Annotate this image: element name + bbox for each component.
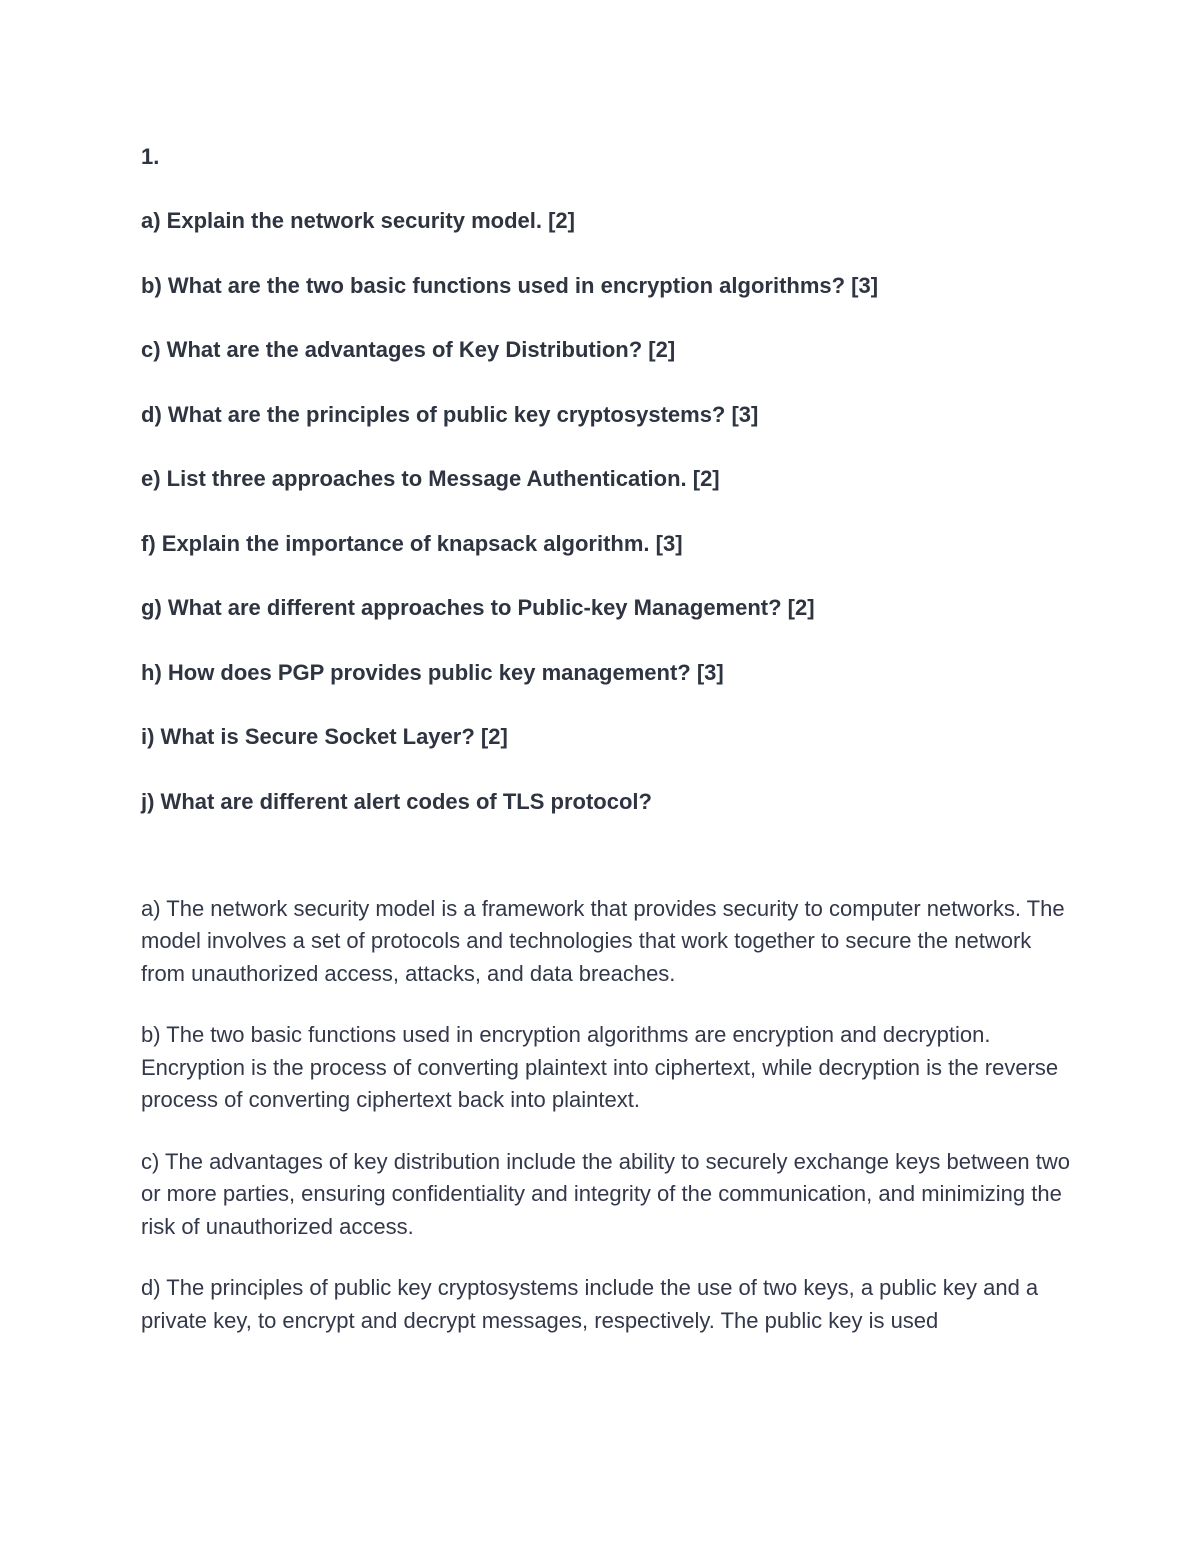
question-i: i) What is Secure Socket Layer? [2] [141, 724, 508, 749]
answer-d: d) The principles of public key cryptosystems include the use of two keys, a public key and a private key, to encrypt and decrypt messages, respectively. The public key is used [141, 1275, 1039, 1333]
question-h: h) How does PGP provides public key management? [3] [141, 659, 724, 685]
document-content [141, 142, 1071, 1366]
question-b: b) What are the two basic functions used in encryption algorithms? [3] [141, 272, 879, 298]
question-number: 1. [141, 144, 160, 169]
question-e: e) List three approaches to Message Authentication. [2] [141, 466, 720, 491]
answer-a: a) The network security model is a framework that provides security to computer networks. The model involves a set of protocols and technologies that work together to secure the network from unauthorized access, attacks, and data breaches. [141, 895, 1065, 986]
question-f: f) Explain the importance of knapsack algorithm. [3] [141, 530, 683, 556]
answer-b: b) The two basic functions used in encryption algorithms are encryption and decryption. Encryption is the process of converting plaintext into ciphertext, while decryption is the reverse process of converting ciphertext back into plaintext. [141, 1022, 1059, 1112]
question-c: c) What are the advantages of Key Distribution? [2] [141, 337, 676, 362]
question-j: j) What are different alert codes of TLS protocol? [141, 788, 652, 814]
question-g: g) What are different approaches to Public-key Management? [2] [141, 595, 815, 620]
question-d: d) What are the principles of public key cryptosystems? [3] [141, 401, 759, 427]
answer-list [141, 893, 1071, 1338]
question-list [141, 206, 1071, 817]
answer-c: c) The advantages of key distribution include the ability to securely exchange keys between two or more parties, ensuring confidentiality and integrity of the communication, and minimizing the risk of unauthorized access. [141, 1148, 1071, 1239]
question-a: a) Explain the network security model. [2] [141, 208, 575, 233]
